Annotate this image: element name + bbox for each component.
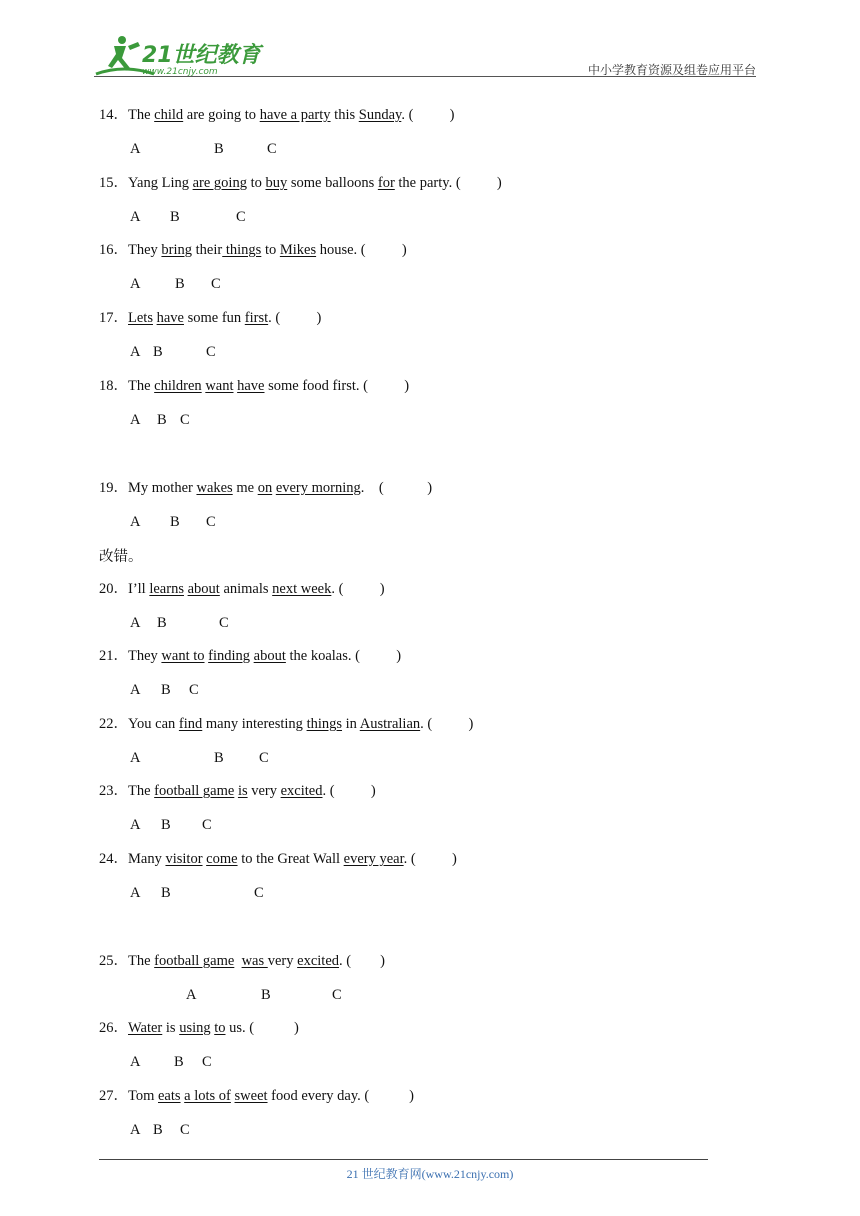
question-text: house. ( ) — [316, 242, 407, 258]
option-label: C — [219, 615, 229, 631]
option-label: A — [130, 615, 141, 631]
option-label: A — [130, 817, 141, 833]
question-18 — [99, 377, 409, 395]
underlined-phrase: visitor — [165, 851, 203, 867]
underlined-phrase: football game — [154, 783, 235, 799]
question-text: The — [128, 378, 155, 394]
question-text: to — [246, 175, 266, 191]
question-number: 26． — [99, 1020, 128, 1036]
question-text: us. ( ) — [225, 1020, 299, 1036]
underlined-phrase: for — [377, 175, 395, 191]
question-text — [234, 953, 241, 969]
question-text: . ( ) — [360, 480, 433, 496]
option-label: B — [161, 885, 171, 901]
header-divider — [94, 76, 756, 77]
option-label: B — [157, 412, 167, 428]
question-number: 24． — [99, 851, 128, 867]
underlined-phrase: sweet — [234, 1088, 268, 1104]
question-number: 18． — [99, 378, 128, 394]
underlined-phrase: Sunday — [358, 107, 402, 123]
underlined-phrase: was — [241, 953, 268, 969]
underlined-phrase: Lets — [128, 310, 153, 326]
option-label: B — [214, 141, 224, 157]
svg-text:21世纪教育: 21世纪教育 — [142, 43, 261, 68]
underlined-phrase: football game — [154, 953, 235, 969]
question-20 — [99, 580, 385, 598]
question-number: 25． — [99, 953, 128, 969]
option-label: C — [180, 412, 190, 428]
underlined-phrase: are going — [192, 175, 247, 191]
underlined-phrase: Australian — [359, 716, 421, 732]
option-label: B — [174, 1054, 184, 1070]
underlined-phrase: child — [154, 107, 184, 123]
underlined-phrase: next week — [272, 581, 332, 597]
option-label: A — [130, 344, 141, 360]
question-text: . ( ) — [401, 107, 455, 123]
question-number: 15． — [99, 175, 128, 191]
option-label: B — [161, 682, 171, 698]
question-number: 19． — [99, 480, 128, 496]
question-text: . ( ) — [268, 310, 322, 326]
question-24 — [99, 850, 457, 868]
underlined-phrase: using — [179, 1020, 211, 1036]
question-text: Yang Ling — [128, 175, 193, 191]
question-text: this — [330, 107, 359, 123]
question-number: 27． — [99, 1088, 128, 1104]
option-label: C — [206, 344, 216, 360]
question-text: The — [128, 953, 155, 969]
question-text: Tom — [128, 1088, 158, 1104]
question-17 — [99, 309, 321, 327]
underlined-phrase: finding — [208, 648, 251, 664]
question-number: 17． — [99, 310, 128, 326]
question-15 — [99, 174, 502, 192]
question-number: 14． — [99, 107, 128, 123]
underlined-phrase: children — [154, 378, 202, 394]
question-21 — [99, 647, 401, 665]
option-label: A — [130, 1122, 141, 1138]
option-label: A — [130, 412, 141, 428]
question-text: some balloons — [287, 175, 378, 191]
question-19 — [99, 479, 432, 497]
option-label: B — [153, 1122, 163, 1138]
question-number: 23． — [99, 783, 128, 799]
question-text: me — [232, 480, 258, 496]
underlined-phrase: have — [156, 310, 184, 326]
question-text: is — [162, 1020, 180, 1036]
option-label: A — [130, 276, 141, 292]
question-text: very — [267, 953, 298, 969]
option-label: A — [130, 750, 141, 766]
question-25 — [99, 952, 385, 970]
option-label: A — [130, 209, 141, 225]
page-footer: 21 世纪教育网(www.21cnjy.com) — [346, 1167, 514, 1181]
question-number: 21． — [99, 648, 128, 664]
question-26 — [99, 1019, 299, 1037]
underlined-phrase: on — [257, 480, 273, 496]
option-label: C — [211, 276, 221, 292]
underlined-phrase: want — [205, 378, 234, 394]
option-label: C — [267, 141, 277, 157]
underlined-phrase: about — [253, 648, 286, 664]
option-label: C — [332, 987, 342, 1003]
option-label: A — [130, 885, 141, 901]
underlined-phrase: bring — [161, 242, 193, 258]
option-label: B — [175, 276, 185, 292]
question-text: the koalas. ( ) — [285, 648, 402, 664]
question-text: their — [192, 242, 223, 258]
question-number: 16． — [99, 242, 128, 258]
footer-divider — [99, 1159, 708, 1160]
platform-name: 中小学教育资源及组卷应用平台 — [587, 63, 756, 77]
underlined-phrase: learns — [149, 581, 184, 597]
question-text: to the Great Wall — [237, 851, 344, 867]
underlined-phrase: come — [206, 851, 238, 867]
underlined-phrase: want to — [161, 648, 205, 664]
question-text: some fun — [183, 310, 245, 326]
question-text: The — [128, 783, 155, 799]
option-label: B — [153, 344, 163, 360]
question-27 — [99, 1087, 414, 1105]
question-text: I’ll — [128, 581, 150, 597]
section-label: 改错。 — [99, 549, 143, 565]
underlined-phrase: have — [237, 378, 265, 394]
underlined-phrase: wakes — [196, 480, 233, 496]
question-text: The — [128, 107, 155, 123]
question-text: You can — [128, 716, 179, 732]
option-label: A — [130, 1054, 141, 1070]
underlined-phrase: things — [222, 242, 262, 258]
question-text: . ( ) — [403, 851, 457, 867]
question-text: Many — [128, 851, 166, 867]
option-label: C — [254, 885, 264, 901]
question-text: My mother — [128, 480, 197, 496]
question-text: food every day. ( ) — [267, 1088, 414, 1104]
question-text: . ( ) — [322, 783, 376, 799]
question-text: They — [128, 242, 162, 258]
question-text: are going to — [183, 107, 260, 123]
underlined-phrase: Mikes — [279, 242, 317, 258]
option-label: A — [130, 141, 141, 157]
option-label: C — [236, 209, 246, 225]
option-label: B — [170, 514, 180, 530]
underlined-phrase: every year — [343, 851, 404, 867]
underlined-phrase: every morning — [275, 480, 361, 496]
option-label: A — [130, 682, 141, 698]
question-23 — [99, 782, 376, 800]
question-22 — [99, 715, 473, 733]
underlined-phrase: find — [178, 716, 203, 732]
underlined-phrase: excited — [280, 783, 323, 799]
option-label: B — [161, 817, 171, 833]
option-label: C — [202, 1054, 212, 1070]
question-text: many interesting — [202, 716, 307, 732]
question-text: some food first. ( ) — [264, 378, 410, 394]
underlined-phrase: about — [187, 581, 220, 597]
option-label: C — [189, 682, 199, 698]
option-label: A — [186, 987, 197, 1003]
page-header — [0, 0, 860, 90]
option-label: C — [202, 817, 212, 833]
question-text: very — [247, 783, 281, 799]
underlined-phrase: first — [244, 310, 269, 326]
option-label: B — [214, 750, 224, 766]
option-label: B — [157, 615, 167, 631]
underlined-phrase: a lots of — [184, 1088, 231, 1104]
option-label: B — [261, 987, 271, 1003]
question-16 — [99, 241, 407, 259]
underlined-phrase: have a party — [259, 107, 331, 123]
question-text: . ( ) — [420, 716, 474, 732]
option-label: B — [170, 209, 180, 225]
underlined-phrase: eats — [158, 1088, 181, 1104]
underlined-phrase: excited — [297, 953, 340, 969]
question-14 — [99, 106, 454, 124]
question-text: . ( ) — [339, 953, 385, 969]
svg-text:www.21cnjy.com: www.21cnjy.com — [142, 67, 218, 77]
underlined-phrase: Water — [128, 1020, 163, 1036]
option-label: C — [206, 514, 216, 530]
question-text: the party. ( ) — [394, 175, 502, 191]
question-text: . ( ) — [331, 581, 385, 597]
underlined-phrase: to — [214, 1020, 226, 1036]
option-label: A — [130, 514, 141, 530]
question-number: 22． — [99, 716, 128, 732]
option-label: C — [259, 750, 269, 766]
underlined-phrase: is — [237, 783, 248, 799]
21cnjy-logo — [94, 34, 264, 80]
underlined-phrase: buy — [265, 175, 288, 191]
question-text: in — [342, 716, 360, 732]
question-number: 20． — [99, 581, 128, 597]
question-text: animals — [219, 581, 273, 597]
question-text: They — [128, 648, 162, 664]
option-label: C — [180, 1122, 190, 1138]
underlined-phrase: things — [306, 716, 343, 732]
question-text: to — [261, 242, 280, 258]
